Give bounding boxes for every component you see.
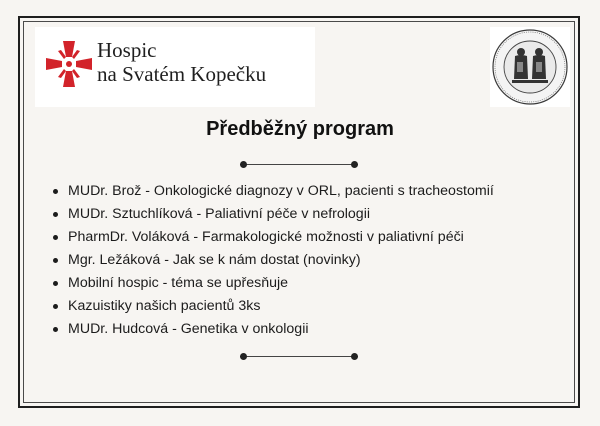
list-item: Mgr. Ležáková - Jak se k nám dostat (novinky) [50, 249, 570, 272]
bottom-divider [240, 350, 358, 364]
logo-line-2: na Svatém Kopečku [97, 62, 267, 86]
list-item: PharmDr. Voláková - Farmakologické možnosti v paliativní péči [50, 226, 570, 249]
hospice-logo [35, 27, 315, 107]
caritas-cross-icon [45, 40, 93, 88]
list-item: MUDr. Hudcová - Genetika v onkologii [50, 318, 570, 341]
top-divider [240, 158, 358, 172]
logo-text [97, 38, 266, 86]
list-item: Mobilní hospic - téma se upřesňuje [50, 272, 570, 295]
list-item: Kazuistiky našich pacientů 3ks [50, 295, 570, 318]
page-title: Předběžný program [206, 118, 394, 140]
program-list [50, 180, 570, 341]
logo-line-1: Hospic [97, 38, 157, 62]
list-item: MUDr. Sztuchlíková - Paliativní péče v nefrologii [50, 203, 570, 226]
list-item: MUDr. Brož - Onkologické diagnozy v ORL, pacienti s tracheostomií [50, 180, 570, 203]
university-seal-icon [490, 27, 570, 107]
